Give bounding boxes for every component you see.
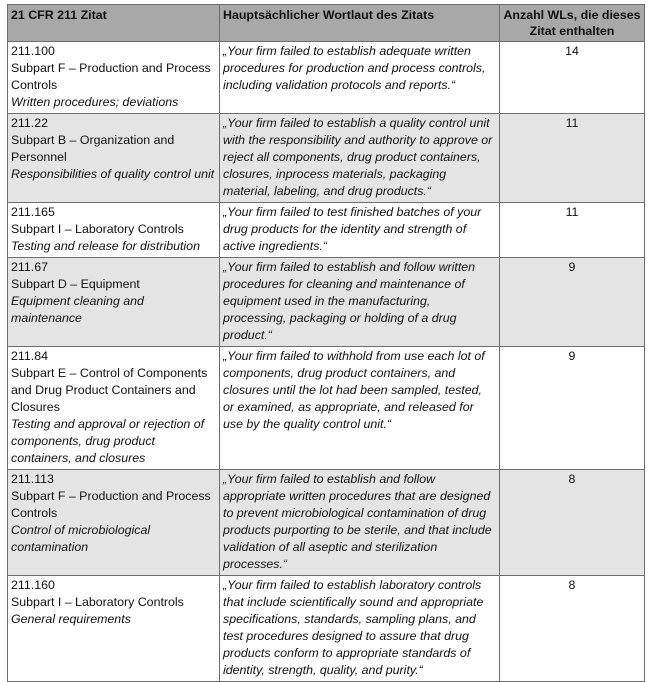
section-title: Written procedures; deviations (11, 95, 179, 109)
section-title: Testing and approval or rejection of components, drug product containers, and closures (11, 417, 205, 465)
section-number: 211.22 (11, 116, 48, 130)
subpart-name: Subpart F – Production and Process Controls (11, 489, 211, 520)
citations-table (7, 4, 645, 682)
header-count: Anzahl WLs, die dieses Zitat enthalten (500, 5, 645, 42)
table-row (8, 347, 645, 470)
section-number: 211.84 (11, 349, 48, 363)
header-wording: Hauptsächlicher Wortlaut des Zitats (220, 5, 500, 42)
table-row (8, 470, 645, 576)
citation-cell (8, 114, 220, 203)
citation-cell (8, 42, 220, 114)
subpart-name: Subpart B – Organization and Personnel (11, 133, 175, 164)
section-number: 211.160 (11, 578, 55, 592)
quote-cell: „Your firm failed to withhold from use each lot of components, drug product containers, and closures until the lot had been sampled, tested, or examined, as appropriate, and released for use by the quality control unit.“ (220, 347, 500, 470)
section-number: 211.67 (11, 260, 48, 274)
header-citation: 21 CFR 211 Zitat (8, 5, 220, 42)
subpart-name: Subpart F – Production and Process Controls (11, 61, 211, 92)
table-row (8, 42, 645, 114)
count-cell: 11 (500, 114, 645, 203)
section-title: Equipment cleaning and maintenance (11, 294, 144, 325)
section-number: 211.165 (11, 205, 55, 219)
section-number: 211.113 (11, 472, 54, 486)
count-cell: 9 (500, 258, 645, 347)
quote-cell: „Your firm failed to establish laboratory controls that include scientifically sound and appropriate specifications, standards, sampling plans, and test procedures designed to assure that drug products conform to appropriate standards of identity, strength, quality, and purity.“ (220, 576, 500, 682)
quote-cell: „Your firm failed to establish and follow written procedures for cleaning and maintenance of equipment used in the manufacturing, processing, packaging or holding of a drug product.“ (220, 258, 500, 347)
quote-cell: „Your firm failed to establish adequate written procedures for production and process controls, including validation protocols and reports.“ (220, 42, 500, 114)
section-number: 211.100 (11, 44, 55, 58)
citation-cell (8, 258, 220, 347)
section-title: General requirements (11, 612, 131, 626)
count-cell: 8 (500, 470, 645, 576)
subpart-name: Subpart I – Laboratory Controls (11, 595, 184, 609)
citation-cell (8, 470, 220, 576)
count-cell: 11 (500, 203, 645, 258)
quote-cell: „Your firm failed to establish a quality control unit with the responsibility and authority to approve or reject all components, drug product containers, closures, inprocess materials, packaging material, labeling, and drug products.“ (220, 114, 500, 203)
citation-cell (8, 347, 220, 470)
section-title: Responsibilities of quality control unit (11, 167, 215, 181)
table-row (8, 114, 645, 203)
subpart-name: Subpart E – Control of Components and Drug Product Containers and Closures (11, 366, 208, 414)
table-row (8, 203, 645, 258)
table-row (8, 576, 645, 682)
quote-cell: „Your firm failed to test finished batches of your drug products for the identity and strength of active ingredients.“ (220, 203, 500, 258)
section-title: Control of microbiological contamination (11, 523, 151, 554)
count-cell: 8 (500, 576, 645, 682)
citation-cell (8, 203, 220, 258)
quote-cell: „Your firm failed to establish and follow appropriate written procedures that are designed to prevent microbiological contamination of drug products purporting to be sterile, and that include validation of all aseptic and sterilization processes.“ (220, 470, 500, 576)
citation-cell (8, 576, 220, 682)
subpart-name: Subpart D – Equipment (11, 277, 140, 291)
header-row (8, 5, 645, 42)
count-cell: 9 (500, 347, 645, 470)
table-row (8, 258, 645, 347)
count-cell: 14 (500, 42, 645, 114)
subpart-name: Subpart I – Laboratory Controls (11, 222, 184, 236)
section-title: Testing and release for distribution (11, 239, 200, 253)
